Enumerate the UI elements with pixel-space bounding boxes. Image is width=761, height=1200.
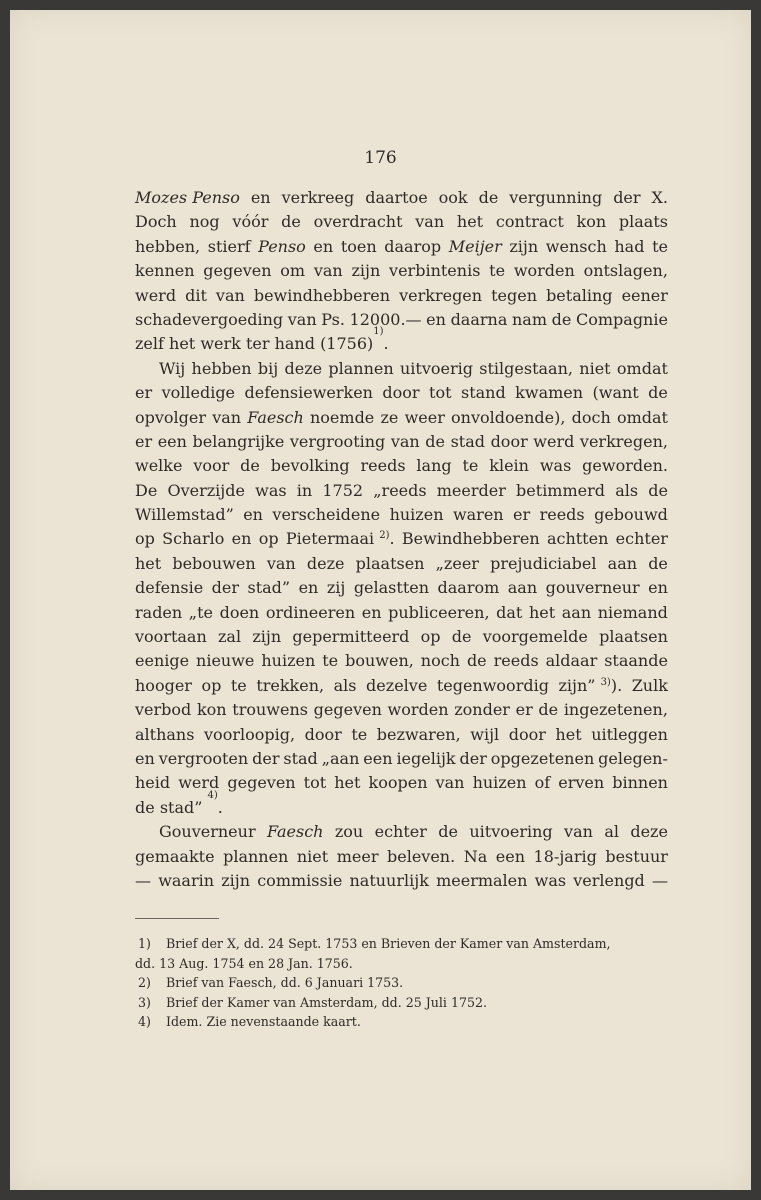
text-line: en vergrooten der stad „aan een iegelijk der opgezetenen gelegen- xyxy=(135,748,668,768)
footnote-text: dd. 13 Aug. 1754 en 28 Jan. 1756. xyxy=(135,955,353,971)
text-line: raden „te doen ordineeren en publiceeren, dat het aan niemand xyxy=(135,602,668,622)
text-line: hebben, stierf Penso en toen daarop Meijer zijn wensch had te xyxy=(135,236,668,256)
text-line: eenige nieuwe huizen te bouwen, noch de reeds aldaar staande xyxy=(135,651,668,671)
text-line: heid werd gegeven tot het koopen van huizen of erven binnen xyxy=(135,773,668,793)
text-line: schadevergoeding van Ps. 12000.— en daarna nam de Compagnie xyxy=(135,309,668,329)
text-line: gemaakte plannen niet meer beleven. Na een 18-jarig bestuur xyxy=(135,846,668,866)
text-line: Willemstad” en verscheidene huizen waren er reeds gebouwd xyxy=(135,505,668,525)
footnote xyxy=(135,1012,668,1032)
text-line: zelf het werk ter hand (1756) 1) . xyxy=(135,332,668,356)
text-line: de stad” 4) . xyxy=(135,796,668,820)
text-line: — waarin zijn commissie natuurlijk meermalen was verlengd — xyxy=(135,870,668,890)
text-line: er volledige defensiewerken door tot stand kwamen (want de xyxy=(135,383,668,403)
text-line: kennen gegeven om van zijn verbintenis te worden ontslagen, xyxy=(135,261,668,281)
footnote xyxy=(135,934,668,954)
footnote-ref: 4) xyxy=(207,789,218,801)
footnote xyxy=(135,954,668,974)
footnote-marker: 4) xyxy=(138,1014,151,1030)
text-line: hooger op te trekken, als dezelve tegenwoordig zijn” $^{3)}$). Zulk xyxy=(135,675,668,695)
footnote-text: Brief der X, dd. 24 Sept. 1753 en Brieven der Kamer van Amsterdam, xyxy=(166,936,611,951)
footnote-divider xyxy=(135,918,219,919)
footnotes xyxy=(135,934,668,1032)
text-line: althans voorloopig, door te bezwaren, wijl door het uitleggen xyxy=(135,724,668,744)
text-line: Mozes Penso en verkreeg daartoe ook de vergunning der X. xyxy=(135,188,668,207)
page-number: 176 xyxy=(364,148,397,168)
text-line: voortaan zal zijn gepermitteerd op de voorgemelde plaatsen xyxy=(135,627,668,647)
footnote-text: Brief van Faesch, dd. 6 Januari 1753. xyxy=(166,975,404,991)
text-line: defensie der stad” en zij gelastten daarom aan gouverneur en xyxy=(135,578,668,598)
footnote-marker: 2) xyxy=(138,975,151,991)
body-text xyxy=(135,186,668,893)
text-line: het bebouwen van deze plaatsen „zeer prejudiciabel aan de xyxy=(135,553,668,573)
footnote-ref: 3) xyxy=(600,676,611,688)
text-line: opvolger van Faesch noemde ze weer onvoldoende), doch omdat xyxy=(135,407,668,427)
text-line: welke voor de bevolking reeds lang te klein was geworden. xyxy=(135,456,668,476)
text-line: Gouverneur Faesch zou echter de uitvoering van al deze xyxy=(159,822,668,842)
text-line: verbod kon trouwens gegeven worden zonder er de ingezetenen, xyxy=(135,700,668,720)
footnote xyxy=(135,973,668,993)
footnote-text: Idem. Zie nevenstaande kaart. xyxy=(166,1014,361,1030)
footnote-marker: 1) xyxy=(138,936,151,951)
text-line: Doch nog vóór de overdracht van het contract kon plaats xyxy=(135,212,668,232)
text-line: er een belangrijke vergrooting van de stad door werd verkregen, xyxy=(135,431,668,451)
text-line: De Overzijde was in 1752 „reeds meerder betimmerd als de xyxy=(135,480,668,500)
footnote-ref: 1) xyxy=(373,326,384,338)
footnote-marker: 3) xyxy=(138,994,151,1010)
text-line: Wij hebben bij deze plannen uitvoerig stilgestaan, niet omdat xyxy=(159,358,668,378)
text-line: werd dit van bewindhebberen verkregen tegen betaling eener xyxy=(135,285,668,305)
footnote xyxy=(135,993,668,1013)
footnote-ref: 2) xyxy=(379,530,390,542)
footnote-text: Brief der Kamer van Amsterdam, dd. 25 Juli 1752. xyxy=(166,994,488,1010)
text-line: op Scharlo en op Pietermaai $^{2)}$. Bewindhebberen achtten echter xyxy=(135,529,668,549)
